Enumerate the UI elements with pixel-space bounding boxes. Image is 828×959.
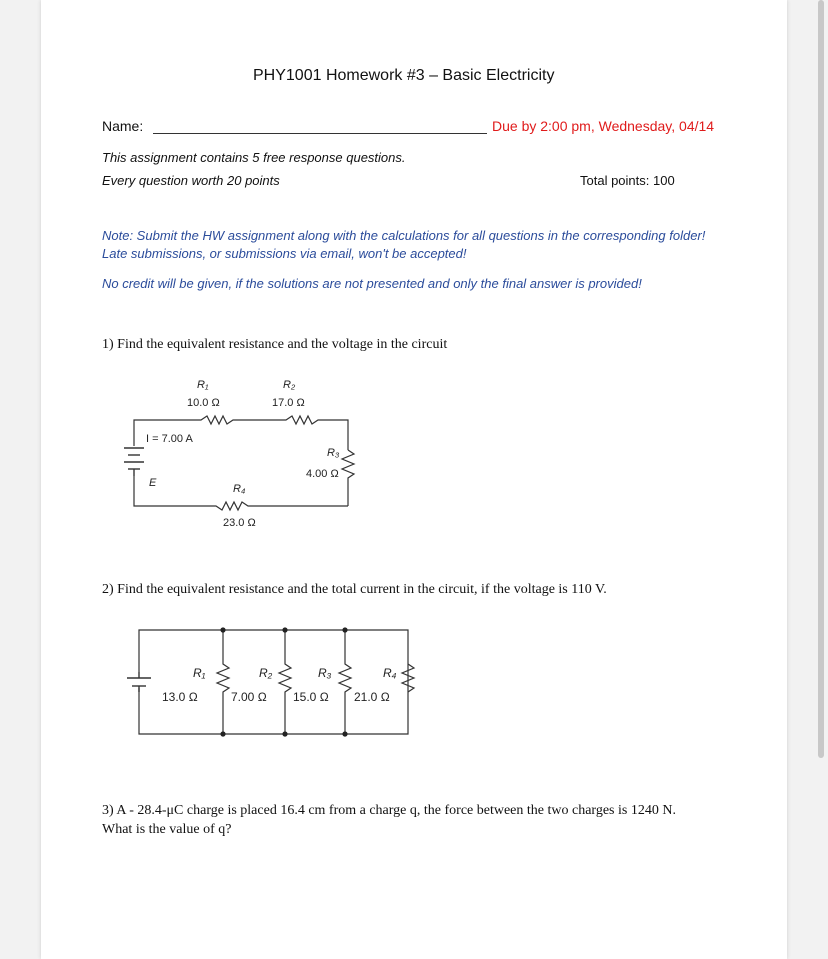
- name-blank-line: [153, 133, 487, 134]
- circuit-2-diagram: [121, 620, 421, 742]
- note-late: Late submissions, or submissions via email, won't be accepted!: [102, 246, 467, 261]
- c1-emf-label: E: [149, 477, 157, 489]
- document-page: [41, 0, 787, 959]
- question-1: 1) Find the equivalent resistance and the voltage in the circuit: [102, 337, 448, 352]
- note-submission: Note: Submit the HW assignment along with the calculations for all questions in the corresponding folder!: [102, 228, 706, 243]
- name-label: Name:: [102, 118, 144, 134]
- circuit-2-r2-resistor: [279, 630, 291, 734]
- c1-r3-value: 4.00 Ω: [306, 468, 339, 480]
- circuit-2-frame-wire: [139, 630, 408, 734]
- circuit-1-battery: [124, 448, 144, 476]
- c2-r3-value: 15.0 Ω: [293, 690, 329, 704]
- c1-r2-value: 17.0 Ω: [272, 397, 305, 409]
- vertical-scrollbar[interactable]: [818, 0, 824, 758]
- c2-r4-value: 21.0 Ω: [354, 690, 390, 704]
- c1-r1-value: 10.0 Ω: [187, 397, 220, 409]
- circuit-1-r3-resistor: [342, 450, 354, 506]
- note-no-credit: No credit will be given, if the solutions are not presented and only the final answer is provided!: [102, 276, 642, 291]
- c2-r4-label: R₄: [383, 666, 397, 680]
- c1-r2-label: R₂: [283, 379, 296, 391]
- c2-r2-label: R₂: [259, 666, 273, 680]
- circuit-2-battery: [127, 672, 151, 692]
- c2-r3-label: R₃: [318, 666, 332, 680]
- info-points-per-question: Every question worth 20 points: [102, 173, 280, 188]
- question-3-line-1: 3) A - 28.4-μC charge is placed 16.4 cm from a charge q, the force between the two charges is 1240 N.: [102, 803, 676, 818]
- c2-r2-value: 7.00 Ω: [231, 690, 267, 704]
- question-2: 2) Find the equivalent resistance and the total current in the circuit, if the voltage is 110 V.: [102, 582, 607, 597]
- c1-r3-label: R₃: [327, 447, 340, 459]
- c1-r4-label: R₄: [233, 483, 246, 495]
- c1-r1-label: R₁: [197, 379, 209, 391]
- due-date: Due by 2:00 pm, Wednesday, 04/14: [492, 118, 715, 134]
- page-title: PHY1001 Homework #3 – Basic Electricity: [253, 67, 555, 84]
- circuit-2-r3-resistor: [339, 630, 351, 734]
- total-points: Total points: 100: [580, 173, 675, 188]
- circuit-1-diagram: [111, 372, 381, 537]
- question-3-line-2: What is the value of q?: [102, 822, 232, 837]
- circuit-2-r1-resistor: [217, 630, 229, 734]
- info-question-count: This assignment contains 5 free response questions.: [102, 150, 406, 165]
- c2-r1-value: 13.0 Ω: [162, 690, 198, 704]
- c1-r4-value: 23.0 Ω: [223, 517, 256, 529]
- c1-current-label: I = 7.00 A: [146, 433, 193, 445]
- c2-r1-label: R₁: [193, 666, 206, 680]
